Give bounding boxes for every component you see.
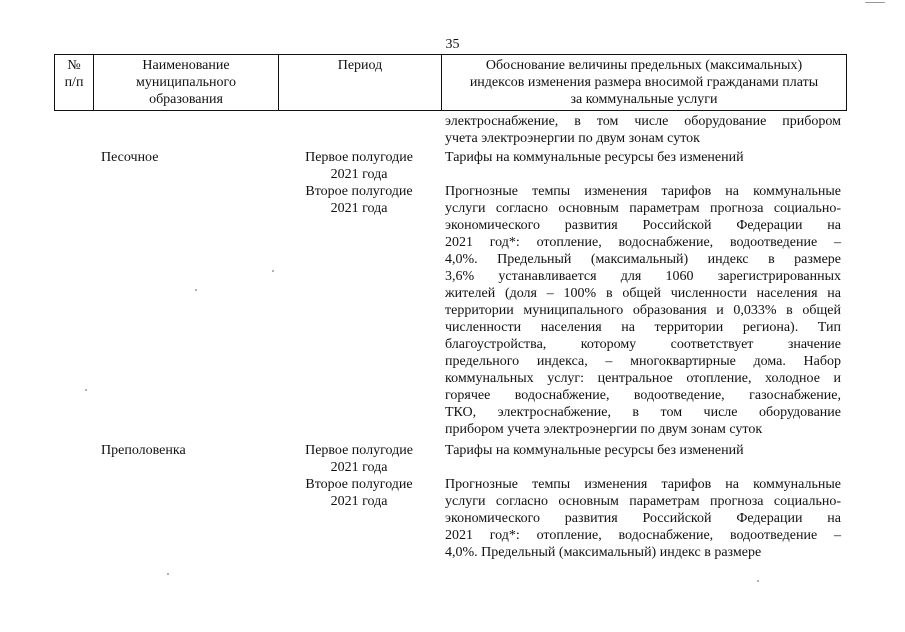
municipality-name: Преполовенка bbox=[101, 443, 186, 458]
basis-line: предельного индекса, – многоквартирные дома. Набор bbox=[445, 354, 841, 369]
period-second-half: Второе полугодие 2021 года bbox=[305, 184, 413, 216]
scan-speck bbox=[195, 289, 197, 291]
basis-line: горячее водоснабжение, водоотведение, газоснабжение, bbox=[445, 388, 841, 403]
basis-line: благоустройства, которому соответствует значение bbox=[445, 337, 841, 352]
basis-line: экономического развития Российской Федерации на bbox=[445, 511, 841, 526]
period-second-half: Второе полугодие 2021 года bbox=[305, 477, 413, 509]
basis-second-half bbox=[445, 476, 841, 561]
basis-line: Прогнозные темпы изменения тарифов на коммунальные bbox=[445, 184, 841, 199]
header-col-municipality: Наименование муниципального образования bbox=[94, 55, 279, 110]
basis-line: услуги согласно основным параметрам прогноза социально- bbox=[445, 201, 841, 216]
basis-line: 4,0%. Предельный (максимальный) индекс в размере bbox=[445, 545, 762, 560]
basis-line: Тарифы на коммунальные ресурсы без изменений bbox=[445, 443, 744, 458]
basis-line: Тарифы на коммунальные ресурсы без изменений bbox=[445, 150, 744, 165]
scan-speck bbox=[85, 389, 87, 391]
page-number: 35 bbox=[445, 37, 460, 52]
basis-line: услуги согласно основным параметрам прогноза социально- bbox=[445, 494, 841, 509]
basis-line: прибором учета электроэнергии по двум зонам суток bbox=[445, 422, 763, 437]
period-first-half: Первое полугодие 2021 года bbox=[305, 443, 413, 475]
header-col-period: Период bbox=[279, 55, 442, 110]
basis-line: численности населения на территории региона). Тип bbox=[445, 320, 841, 335]
continuation-line: электроснабжение, в том числе оборудование прибором bbox=[445, 114, 841, 129]
header-col-basis: Обоснование величины предельных (максимальных) индексов изменения размера вносимой гражданами платы за коммунальные услуги bbox=[469, 58, 819, 107]
scan-speck bbox=[757, 580, 759, 582]
scan-speck bbox=[865, 2, 885, 3]
period-first-half: Первое полугодие 2021 года bbox=[305, 150, 413, 182]
basis-line: 4,0%. Предельный (максимальный) индекс в размере bbox=[445, 252, 841, 267]
basis-line: экономического развития Российской Федерации на bbox=[445, 218, 841, 233]
basis-line: территории муниципального образования и 0,033% в общей bbox=[445, 303, 841, 318]
basis-line: коммунальных услуг: центральное отопление, холодное и bbox=[445, 371, 841, 386]
continuation-line: учета электроэнергии по двум зонам суток bbox=[445, 131, 700, 146]
basis-first-half bbox=[445, 149, 841, 166]
basis-line: 3,6% устанавливается для 1060 зарегистрированных bbox=[445, 269, 841, 284]
basis-first-half bbox=[445, 442, 841, 459]
scan-speck bbox=[272, 270, 274, 272]
basis-line: жителей (доля – 100% в общей численности населения на bbox=[445, 286, 841, 301]
basis-line: ТКО, электроснабжение, в том числе оборудование bbox=[445, 405, 841, 420]
basis-second-half bbox=[445, 183, 841, 438]
basis-line: 2021 год*: отопление, водоснабжение, водоотведение – bbox=[445, 235, 841, 250]
municipality-name: Песочное bbox=[101, 150, 159, 165]
scan-speck bbox=[167, 573, 169, 575]
basis-line: Прогнозные темпы изменения тарифов на коммунальные bbox=[445, 477, 841, 492]
basis-line: 2021 год*: отопление, водоснабжение, водоотведение – bbox=[445, 528, 841, 543]
table-header bbox=[54, 54, 847, 111]
continuation-text bbox=[445, 113, 841, 147]
header-col-number: № п/п bbox=[55, 55, 94, 110]
